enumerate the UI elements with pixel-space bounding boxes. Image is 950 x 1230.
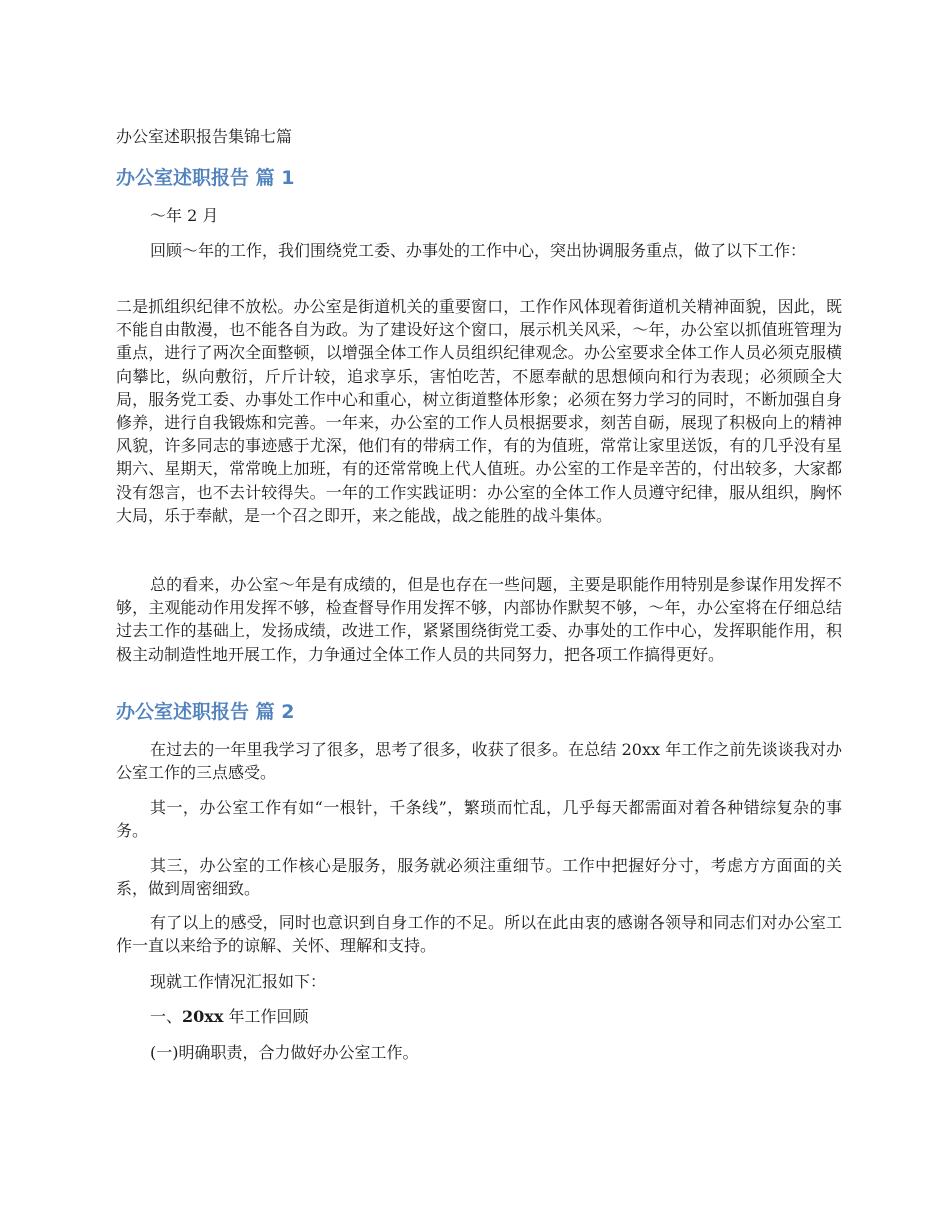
review-heading-suffix: 年工作回顾 bbox=[223, 1007, 309, 1026]
section-heading-2: 办公室述职报告 篇 2 bbox=[116, 701, 295, 723]
paragraph-duties: (一)明确职责，合力做好办公室工作。 bbox=[150, 1043, 419, 1062]
document-title: 办公室述职报告集锦七篇 bbox=[116, 127, 293, 146]
paragraph-review-intro: 回顾～年的工作，我们围绕党工委、办事处的工作中心，突出协调服务重点，做了以下工作： bbox=[150, 241, 807, 260]
paragraph-summary: 总的看来，办公室～年是有成绩的，但是也存在一些问题，主要是职能作用特别是参谋作用发挥不够，主观能动作用发挥不够，检查督导作用发挥不够，内部协作默契不够，～年，办公室将在仔细总结过去工作的基础上，发扬成绩，改进工作，紧紧围绕街党工委、办事处的工作中心，发挥职能作用，积极主动制造性地开展工作，力争通过全体工作人员的共同努力，把各项工作搞得更好。 bbox=[116, 575, 842, 664]
paragraph-date: ～年 2 月 bbox=[150, 206, 219, 225]
paragraph-thanks: 有了以上的感受，同时也意识到自身工作的不足。所以在此由衷的感谢各领导和同志们对办公室工作一直以来给予的谅解、关怀、理解和支持。 bbox=[116, 913, 842, 956]
paragraph-first-feeling: 其一，办公室工作有如“一根针，千条线”，繁琐而忙乱，几乎每天都需面对着各种错综复杂的事务。 bbox=[116, 798, 842, 841]
paragraph-reflection: 在过去的一年里我学习了很多，思考了很多，收获了很多。在总结 20xx 年工作之前先谈谈我对办公室工作的三点感受。 bbox=[116, 740, 842, 783]
review-heading-year: 20xx bbox=[182, 1007, 224, 1026]
paragraph-discipline: 二是抓组织纪律不放松。办公室是街道机关的重要窗口，工作作风体现着街道机关精神面貌，因此，既不能自由散漫，也不能各自为政。为了建设好这个窗口，展示机关风采，～年，办公室以抓值班管理为重点，进行了两次全面整顿，以增强全体工作人员组织纪律观念。办公室要求全体工作人员必须克服横向攀比，纵向敷衍，斤斤计较，追求享乐，害怕吃苦，不愿奉献的思想倾向和行为表现；必须顾全大局，服务党工委、办事处工作中心和重心，树立街道整体形象；必须在努力学习的同时，不断加强自身修养，进行自我锻炼和完善。一年来，办公室的工作人员根据要求，刻苦自砺，展现了积极向上的精神风貌，许多同志的事迹感于尤深，他们有的带病工作，有的为值班，常常让家里送饭，有的几乎没有星期六、星期天，常常晚上加班，有的还常常晚上代人值班。办公室的工作是辛苦的，付出较多，大家都没有怨言，也不去计较得失。一年的工作实践证明：办公室的全体工作人员遵守纪律，服从组织，胸怀大局，乐于奉献，是一个召之即开，来之能战，战之能胜的战斗集体。 bbox=[116, 297, 842, 525]
paragraph-third-feeling: 其三，办公室的工作核心是服务，服务就必须注重细节。工作中把握好分寸，考虑方方面面的关系，做到周密细致。 bbox=[116, 856, 842, 899]
paragraph-review-heading bbox=[116, 1005, 842, 1028]
paragraph-report-intro: 现就工作情况汇报如下： bbox=[150, 972, 327, 991]
section-heading-1: 办公室述职报告 篇 1 bbox=[116, 167, 295, 189]
review-heading-prefix: 一、 bbox=[150, 1007, 183, 1026]
